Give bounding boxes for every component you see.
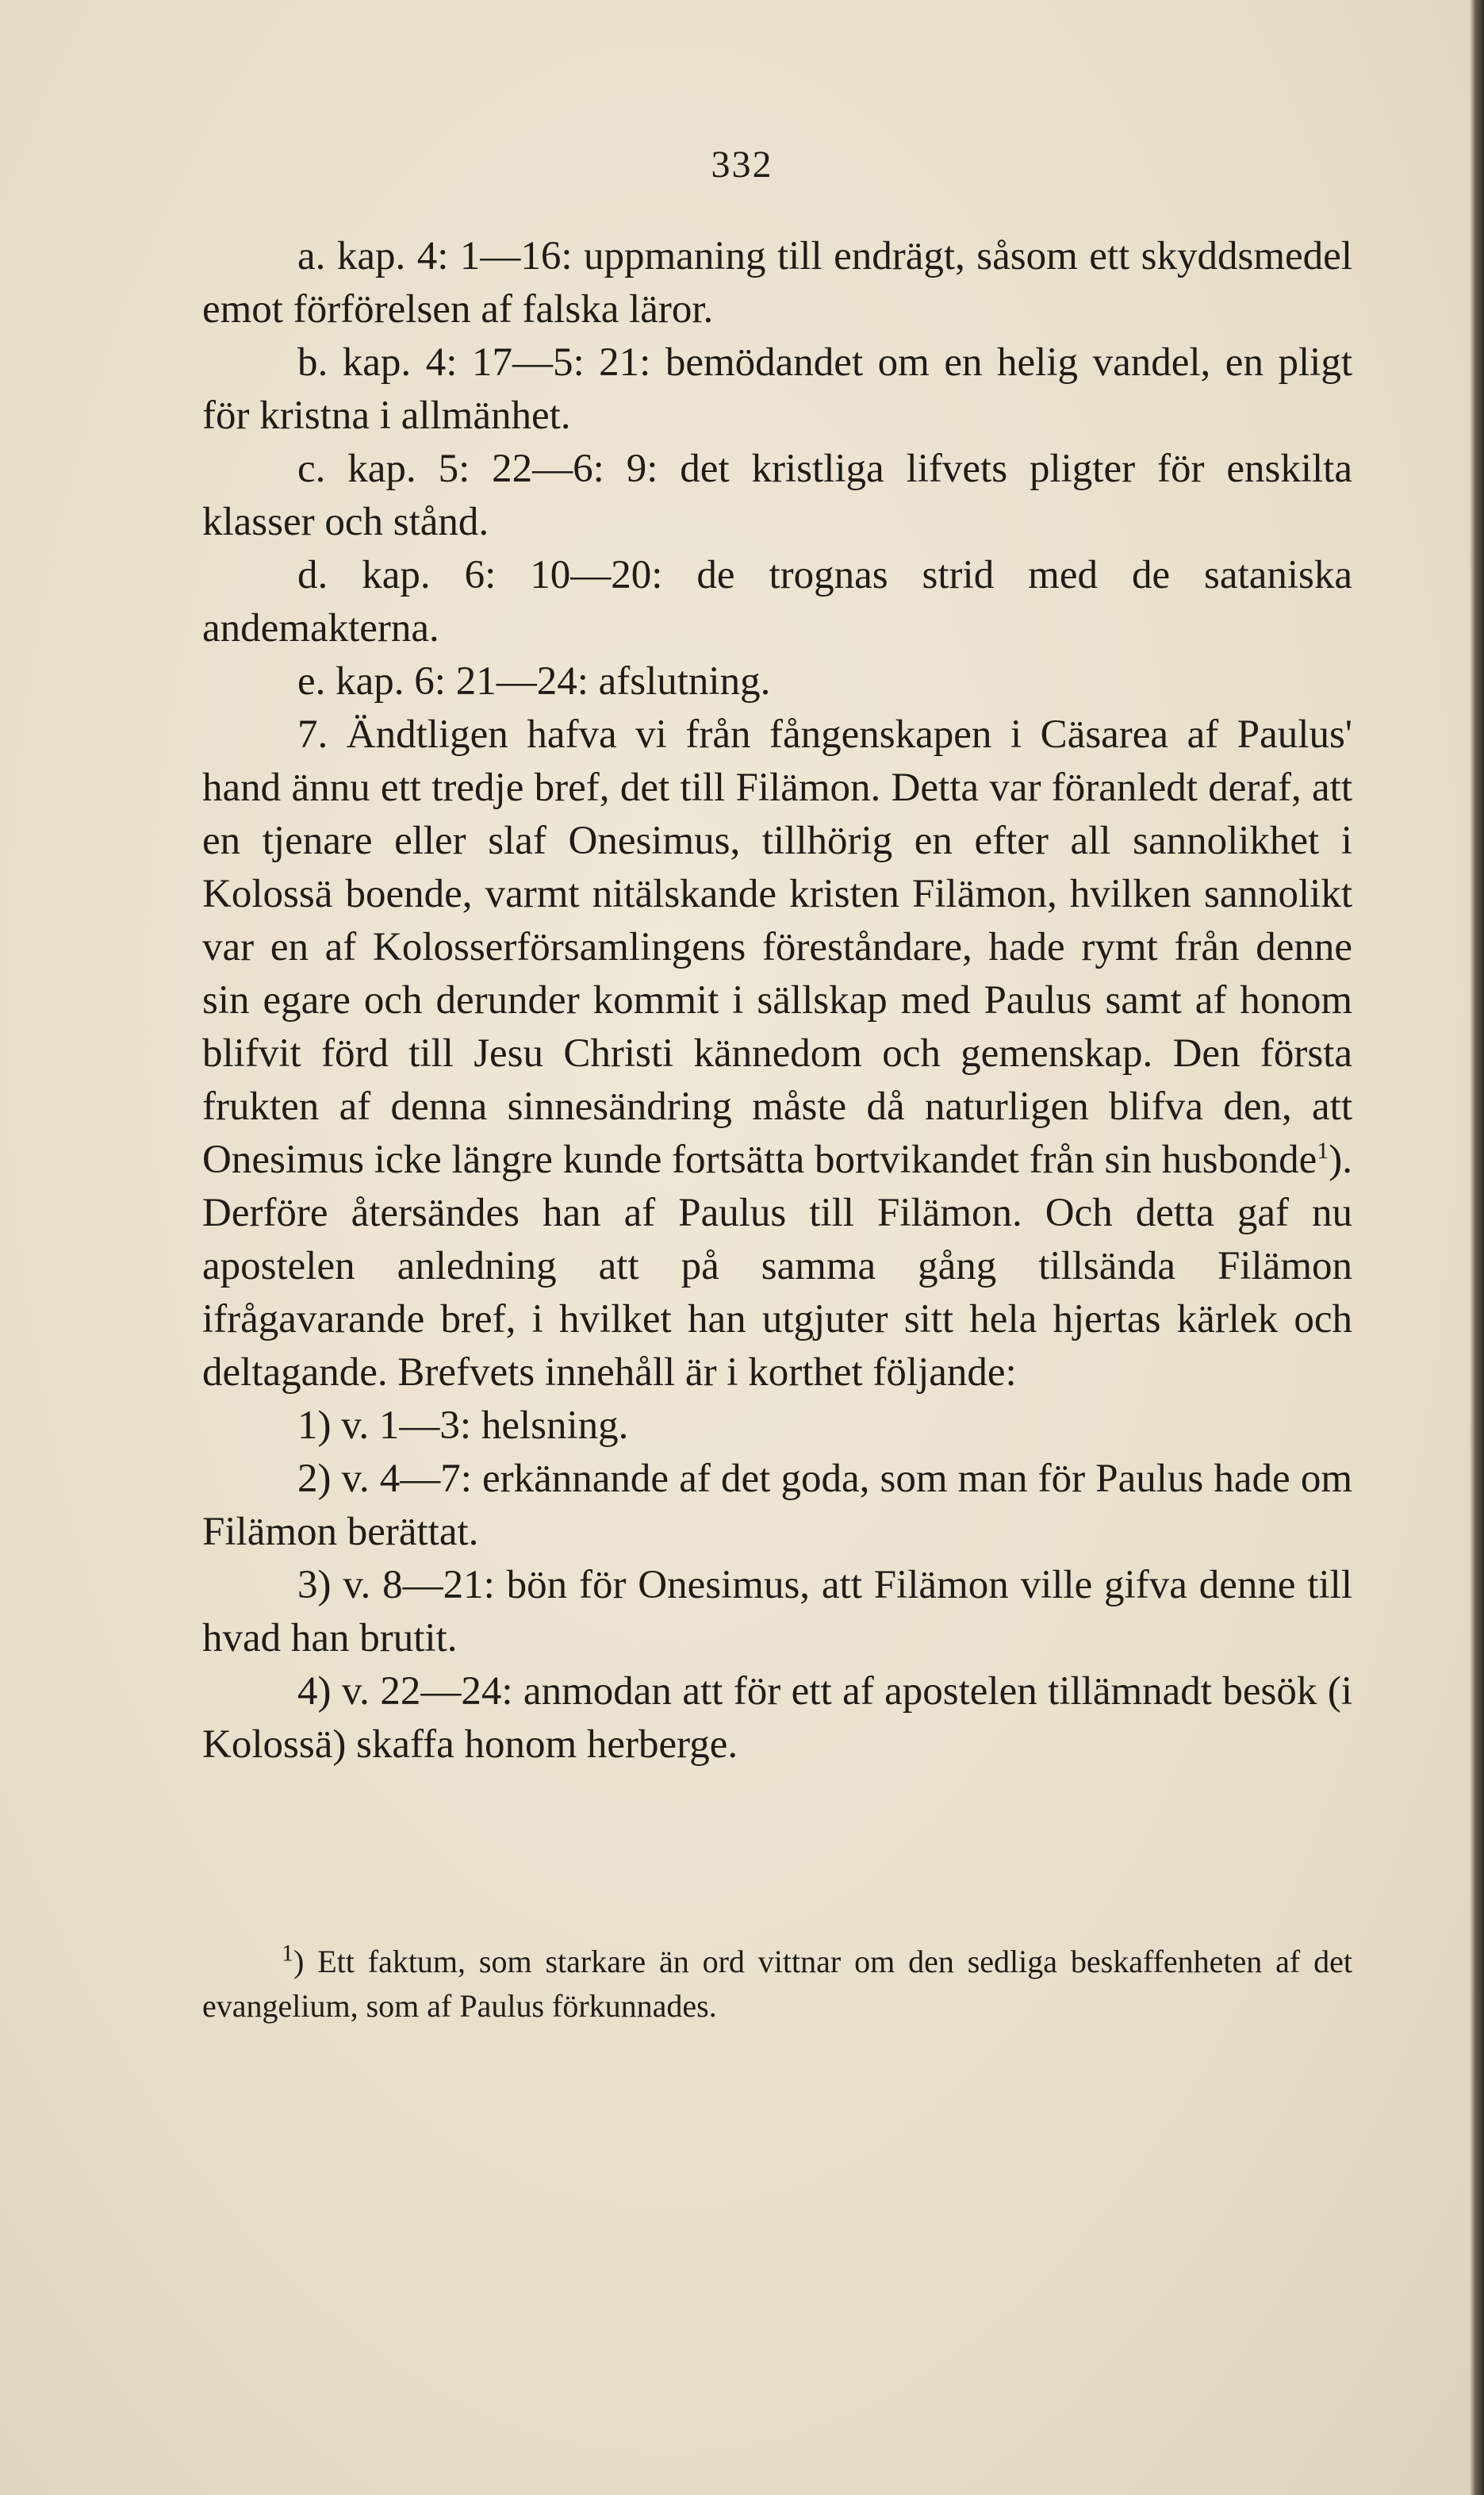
paragraph-a: a. kap. 4: 1—16: uppmaning till endrägt, såsom ett skyddsmedel emot förförelsen af falska läror. bbox=[202, 234, 1352, 332]
list-item-4: 4) v. 22—24: anmodan att för ett af apostelen tillämnadt besök (i Kolossä) skaffa honom herberge. bbox=[202, 1669, 1352, 1767]
footnote-marker: 1 bbox=[282, 1940, 293, 1967]
page-edge bbox=[1470, 0, 1484, 2495]
footnote-reference: 1 bbox=[1317, 1138, 1329, 1164]
paragraph-7-rest: ). Derföre återsändes han af Paulus till Filämon. Och detta gaf nu apostelen anledning att på samma gång tillsända Filämon ifrågavarande bref, i hvilket han utgjuter sitt hela hjertas kärlek och deltagande. Brefvets innehåll är i korthet följande: bbox=[202, 1138, 1352, 1395]
footnote bbox=[202, 1940, 1352, 2029]
footnote-body: ) Ett faktum, som starkare än ord vittnar om den sedliga beskaffenheten af det evangelium, som af Paulus förkunnades. bbox=[202, 1944, 1352, 2024]
paragraph-e: e. kap. 6: 21—24: afslutning. bbox=[297, 659, 771, 704]
paragraph-7 bbox=[202, 708, 1352, 1399]
paragraph-7-text: 7. Ändtligen hafva vi från fångenskapen i Cäsarea af Paulus' hand ännu ett tredje bref, det till Filämon. Detta var föranledt deraf, att en tjenare eller slaf Onesimus, tillhörig en efter all sannolikhet i Kolossä boende, varmt nitälskande kristen Filämon, hvilken sannolikt var en af Kolosserförsamlingens föreståndare, hade rymt från denne sin egare och derunder kommit i sällskap med Paulus samt af honom blifvit förd till Jesu Christi kännedom och gemenskap. Den första frukten af denna sinnesändring måste då naturligen blifva den, att Onesimus icke längre kunde fortsätta bortvikandet från sin husbonde bbox=[202, 712, 1352, 1182]
paragraph-b: b. kap. 4: 17—5: 21: bemödandet om en helig vandel, en pligt för kristna i allmänhet. bbox=[202, 340, 1352, 438]
main-text bbox=[202, 230, 1352, 1771]
paragraph-d: d. kap. 6: 10—20: de trognas strid med de sataniska andemakterna. bbox=[202, 553, 1352, 651]
page-number: 332 bbox=[711, 144, 773, 186]
paragraph-c: c. kap. 5: 22—6: 9: det kristliga lifvets pligter för enskilta klasser och stånd. bbox=[202, 447, 1352, 544]
list-item-2: 2) v. 4—7: erkännande af det goda, som man för Paulus hade om Filämon berättat. bbox=[202, 1457, 1352, 1554]
list-item-3: 3) v. 8—21: bön för Onesimus, att Filämon ville gifva denne till hvad han brutit. bbox=[202, 1563, 1352, 1660]
list-item-1: 1) v. 1—3: helsning. bbox=[297, 1403, 629, 1448]
footnote-text bbox=[202, 1940, 1352, 2029]
